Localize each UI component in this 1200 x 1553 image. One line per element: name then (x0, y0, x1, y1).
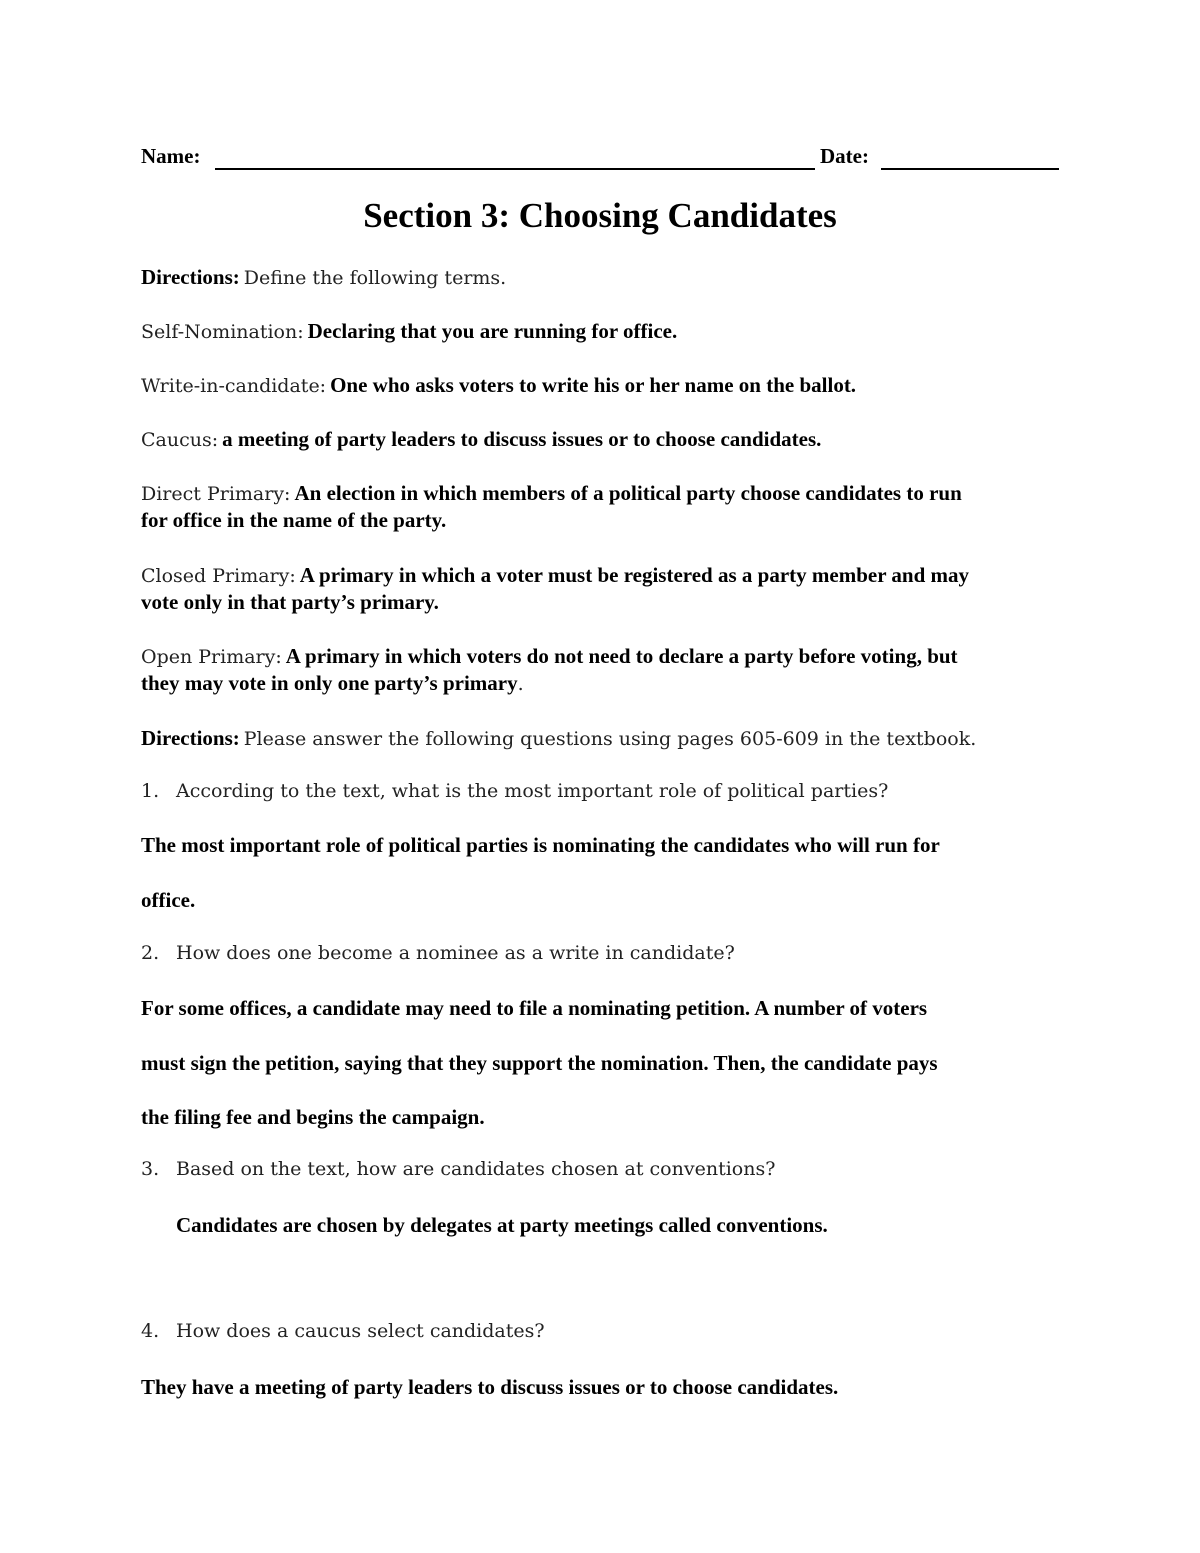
term-definition: Declaring that you are running for office. (307, 319, 678, 343)
term-closed-primary (141, 563, 969, 588)
term-label: Write-in-candidate: (141, 375, 327, 397)
answer-2-line-3: the filing fee and begins the campaign. (141, 1105, 485, 1129)
term-direct-primary-cont (141, 508, 446, 533)
question-number: 1. (141, 780, 160, 802)
answer-1-line-2: office. (141, 888, 196, 912)
question-number: 3. (141, 1158, 160, 1180)
date-field-line[interactable] (881, 168, 1059, 170)
term-definition: A primary in which voters do not need to declare a party before voting, but (285, 644, 958, 668)
question-4 (141, 1320, 545, 1342)
term-label: Self-Nomination: (141, 321, 304, 343)
page-title: Section 3: Choosing Candidates (363, 196, 837, 235)
term-definition: vote only in that party’s primary. (141, 590, 439, 614)
directions-text: Please answer the following questions using pages 605-609 in the textbook. (243, 728, 977, 750)
question-2 (141, 942, 735, 964)
directions-text: Define the following terms. (243, 267, 507, 289)
answer-2-line-1: For some offices, a candidate may need to file a nominating petition. A number of voters (141, 996, 928, 1020)
directions-define (141, 265, 506, 290)
name-field-line[interactable] (215, 168, 815, 170)
term-open-primary (141, 644, 958, 669)
term-label: Direct Primary: (141, 483, 291, 505)
term-definition-tail: . (517, 673, 524, 695)
header-row (141, 140, 1059, 172)
question-text: Based on the text, how are candidates chosen at conventions? (176, 1158, 776, 1180)
term-label: Open Primary: (141, 646, 282, 668)
term-closed-primary-cont (141, 590, 439, 615)
term-label: Closed Primary: (141, 565, 296, 587)
directions-answer (141, 726, 976, 751)
date-label: Date: (820, 144, 869, 168)
question-number: 2. (141, 942, 160, 964)
question-text: How does a caucus select candidates? (176, 1320, 545, 1342)
answer-3-line-1: Candidates are chosen by delegates at party meetings called conventions. (176, 1213, 828, 1237)
directions-label: Directions: (141, 265, 240, 289)
question-text: How does one become a nominee as a write in candidate? (176, 942, 735, 964)
term-self-nomination (141, 319, 677, 344)
answer-4-line-1: They have a meeting of party leaders to discuss issues or to choose candidates. (141, 1375, 839, 1399)
question-1 (141, 780, 888, 802)
term-caucus (141, 427, 821, 452)
answer-1-line-1: The most important role of political parties is nominating the candidates who will run for (141, 833, 940, 857)
term-definition: A primary in which a voter must be registered as a party member and may (299, 563, 969, 587)
question-number: 4. (141, 1320, 160, 1342)
term-definition: for office in the name of the party. (141, 508, 447, 532)
answer-2-line-2: must sign the petition, saying that they support the nomination. Then, the candidate pays (141, 1051, 938, 1075)
term-direct-primary (141, 481, 962, 506)
question-3 (141, 1158, 775, 1180)
directions-label: Directions: (141, 726, 240, 750)
term-definition: One who asks voters to write his or her name on the ballot. (330, 373, 857, 397)
term-open-primary-cont (141, 671, 524, 696)
term-label: Caucus: (141, 429, 219, 451)
term-definition: they may vote in only one party’s primary (141, 671, 518, 695)
name-label: Name: (141, 144, 201, 168)
term-definition: An election in which members of a political party choose candidates to run (294, 481, 962, 505)
term-write-in-candidate (141, 373, 856, 398)
term-definition: a meeting of party leaders to discuss issues or to choose candidates. (222, 427, 822, 451)
question-text: According to the text, what is the most important role of political parties? (176, 780, 889, 802)
